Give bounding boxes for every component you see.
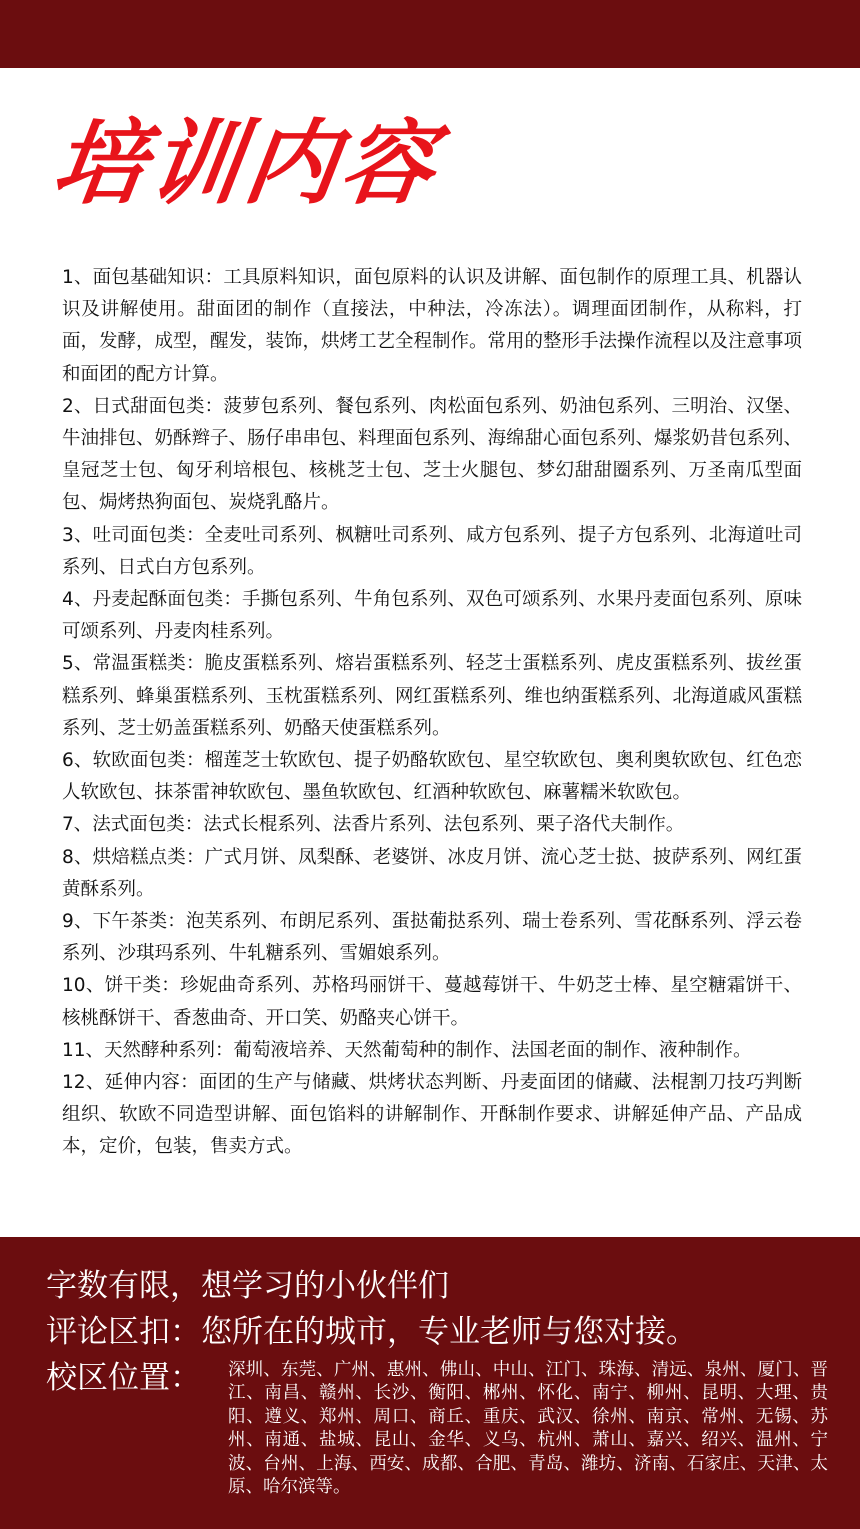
top-banner [0,0,860,68]
content-item-2: 2、日式甜面包类：菠萝包系列、餐包系列、肉松面包系列、奶油包系列、三明治、汉堡、牛油排包、奶酥辫子、肠仔串串包、料理面包系列、海绵甜心面包系列、爆浆奶昔包系列、皇冠芝士包、匈牙利培根包、核桃芝士包、芝士火腿包、梦幻甜甜圈系列、万圣南瓜型面包、焗烤热狗面包、炭烧乳酪片。 [62,395,803,514]
content-item-5: 5、常温蛋糕类：脆皮蛋糕系列、熔岩蛋糕系列、轻芝士蛋糕系列、虎皮蛋糕系列、拔丝蛋糕系列、蜂巢蛋糕系列、玉枕蛋糕系列、网红蛋糕系列、维也纳蛋糕系列、北海道戚风蛋糕系列、芝士奶盖蛋糕系列、奶酪天使蛋糕系列。 [62,653,803,739]
content-item-3: 3、吐司面包类：全麦吐司系列、枫糖吐司系列、咸方包系列、提子方包系列、北海道吐司系列、日式白方包系列。 [62,524,802,578]
content-item-6: 6、软欧面包类：榴莲芝士软欧包、提子奶酪软欧包、星空软欧包、奥利奥软欧包、红色恋人软欧包、抹茶雷神软欧包、墨鱼软欧包、红酒种软欧包、麻薯糯米软欧包。 [62,750,802,804]
page-title: 培训内容 [46,110,446,217]
campus-label: 校区位置： [46,1360,201,1396]
content-item-7: 7、法式面包类：法式长棍系列、法香片系列、法包系列、栗子洛代夫制作。 [62,814,685,836]
campus-list: 深圳、东莞、广州、惠州、佛山、中山、江门、珠海、清远、泉州、厦门、晋江、南昌、赣州、长沙、衡阳、郴州、怀化、南宁、柳州、昆明、大理、贵阳、遵义、郑州、周口、商丘、重庆、武汉、徐州、南京、常州、无锡、苏州、南通、盐城、昆山、金华、义乌、杭州、萧山、嘉兴、绍兴、温州、宁波、台州、上海、西安、成都、合肥、青岛、潍坊、济南、石家庄、天津、太原、哈尔滨等。 [228,1360,828,1498]
content-item-9: 9、下午茶类：泡芙系列、布朗尼系列、蛋挞葡挞系列、瑞士卷系列、雪花酥系列、浮云卷系列、沙琪玛系列、牛轧糖系列、雪媚娘系列。 [62,911,802,965]
training-content [62,262,802,1164]
cta-line-1: 字数有限，想学习的小伙伴们 [46,1268,449,1304]
cta-line-2: 评论区扣：您所在的城市，专业老师与您对接。 [46,1314,697,1350]
content-item-12: 12、延伸内容：面团的生产与储藏、烘烤状态判断、丹麦面团的储藏、法棍割刀技巧判断组织、软欧不同造型讲解、面包馅料的讲解制作、开酥制作要求、讲解延伸产品、产品成本，定价，包装，售卖方式。 [62,1072,802,1158]
content-item-11: 11、天然酵种系列：葡萄液培养、天然葡萄种的制作、法国老面的制作、液种制作。 [62,1039,752,1061]
content-item-8: 8、烘焙糕点类：广式月饼、凤梨酥、老婆饼、冰皮月饼、流心芝士挞、披萨系列、网红蛋黄酥系列。 [62,846,802,900]
content-item-4: 4、丹麦起酥面包类：手撕包系列、牛角包系列、双色可颂系列、水果丹麦面包系列、原味可颂系列、丹麦肉桂系列。 [62,589,802,643]
contact-panel [0,1237,860,1529]
content-item-1: 1、面包基础知识：工具原料知识，面包原料的认识及讲解、面包制作的原理工具、机器认识及讲解使用。甜面团的制作（直接法，中种法，冷冻法）。调理面团制作，从称料，打面，发酵，成型，醒发，装饰，烘烤工艺全程制作。常用的整形手法操作流程以及注意事项和面团的配方计算。 [62,267,803,385]
content-item-10: 10、饼干类：珍妮曲奇系列、苏格玛丽饼干、蔓越莓饼干、牛奶芝士棒、星空糖霜饼干、核桃酥饼干、香葱曲奇、开口笑、奶酪夹心饼干。 [62,975,802,1029]
